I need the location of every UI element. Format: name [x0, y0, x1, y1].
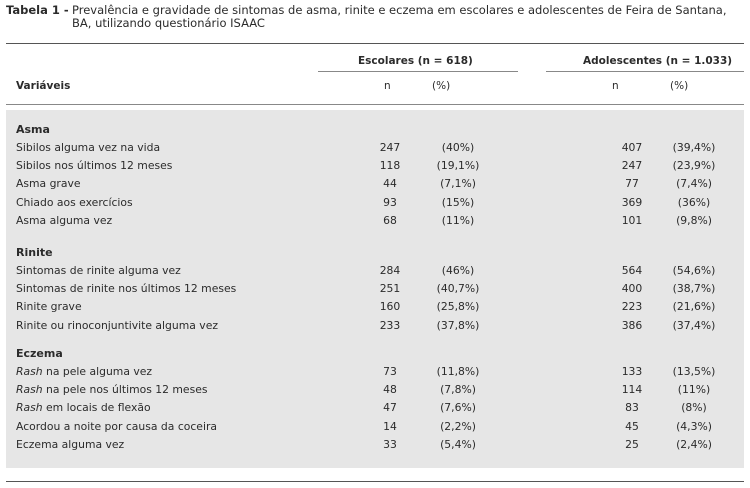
cell-pct-adolescentes: (23,9%)	[672, 159, 716, 173]
group2-rule	[546, 71, 744, 72]
table-row	[16, 264, 736, 282]
cell-pct-adolescentes: (7,4%)	[676, 177, 712, 191]
cell-pct-escolares: (2,2%)	[440, 419, 476, 433]
cell-n-escolares: 73	[383, 365, 397, 378]
table-row	[16, 141, 736, 159]
row-label	[16, 196, 133, 209]
row-label-text: Sintomas de rinite nos últimos 12 meses	[16, 282, 237, 296]
row-label-text: Chiado aos exercícios	[16, 195, 133, 209]
row-label	[16, 365, 152, 378]
top-rule	[6, 43, 744, 44]
row-label-italic: Rash	[16, 401, 43, 415]
row-label-text: Sintomas de rinite alguma vez	[16, 264, 181, 277]
row-label-text: na pele alguma vez	[42, 365, 153, 378]
cell-n-escolares: 233	[379, 318, 401, 332]
cell-pct-escolares: (40,7%)	[436, 282, 480, 296]
cell-pct-escolares: (19,1%)	[436, 159, 480, 173]
row-label	[16, 383, 207, 396]
cell-pct-adolescentes: (38,7%)	[672, 282, 716, 296]
cell-n-escolares: 33	[383, 437, 397, 451]
cell-n-adolescentes: 133	[621, 365, 643, 378]
cell-n-escolares: 93	[383, 195, 397, 209]
table-row	[16, 159, 736, 177]
cell-pct-adolescentes: (11%)	[677, 383, 711, 397]
cell-pct-adolescentes: (21,6%)	[672, 300, 716, 314]
row-label-text: Rinite ou rinoconjuntivite alguma vez	[16, 318, 218, 332]
cell-n-escolares: 251	[379, 282, 401, 296]
cell-n-adolescentes: 400	[621, 282, 643, 296]
table-row	[16, 196, 736, 214]
row-label-italic: Rash	[16, 365, 43, 378]
group1-header: Escolares (n = 618)	[358, 55, 473, 67]
cell-n-escolares: 48	[383, 383, 397, 397]
row-label	[16, 141, 160, 154]
table-row	[16, 319, 736, 337]
cell-n-escolares: 160	[379, 300, 401, 314]
cell-n-escolares: 284	[379, 264, 401, 277]
cell-n-escolares: 247	[379, 141, 401, 154]
section-title: Eczema	[16, 347, 63, 360]
cell-n-escolares: 68	[383, 213, 397, 227]
n-header-1: n	[384, 80, 391, 92]
variables-header: Variáveis	[16, 80, 71, 92]
pct-header-1: (%)	[432, 80, 451, 92]
cell-n-adolescentes: 407	[621, 141, 643, 154]
cell-n-adolescentes: 25	[625, 437, 639, 451]
table-row	[16, 438, 736, 456]
cell-pct-adolescentes: (2,4%)	[676, 437, 712, 451]
row-label	[16, 282, 236, 295]
caption-label: Tabela 1 -	[6, 3, 69, 17]
cell-pct-adolescentes: (8%)	[681, 401, 707, 415]
row-label	[16, 177, 81, 190]
cell-pct-adolescentes: (54,6%)	[672, 264, 716, 277]
table-row	[16, 282, 736, 300]
cell-n-adolescentes: 45	[625, 419, 639, 433]
cell-pct-adolescentes: (37,4%)	[672, 318, 716, 332]
cell-pct-escolares: (25,8%)	[436, 300, 480, 314]
cell-n-adolescentes: 564	[621, 264, 643, 277]
cell-pct-adolescentes: (9,8%)	[676, 213, 712, 227]
cell-n-escolares: 118	[379, 159, 401, 173]
cell-pct-escolares: (15%)	[441, 195, 475, 209]
cell-n-adolescentes: 247	[621, 159, 643, 173]
header-rule	[6, 104, 744, 105]
cell-n-adolescentes: 83	[625, 401, 639, 415]
cell-pct-escolares: (11,8%)	[436, 365, 480, 378]
row-label	[16, 438, 124, 451]
cell-n-escolares: 14	[383, 419, 397, 433]
cell-pct-escolares: (5,4%)	[440, 437, 476, 451]
row-label-text: Sibilos nos últimos 12 meses	[16, 159, 173, 173]
row-label-text: Asma alguma vez	[16, 213, 113, 227]
cell-n-adolescentes: 369	[621, 195, 643, 209]
row-label-text: na pele nos últimos 12 meses	[42, 383, 208, 397]
row-label	[16, 300, 82, 313]
cell-pct-escolares: (11%)	[441, 213, 475, 227]
row-label-text: Sibilos alguma vez na vida	[16, 141, 161, 154]
cell-pct-adolescentes: (36%)	[677, 195, 711, 209]
cell-n-adolescentes: 386	[621, 318, 643, 332]
cell-pct-adolescentes: (4,3%)	[676, 419, 712, 433]
table-row	[16, 214, 736, 232]
pct-header-2: (%)	[670, 80, 689, 92]
row-label-italic: Rash	[16, 383, 43, 397]
table-row	[16, 177, 736, 195]
row-label	[16, 319, 218, 332]
row-label-text: Rinite grave	[16, 300, 82, 314]
table-row	[16, 383, 736, 401]
row-label-text: em locais de flexão	[42, 401, 151, 415]
cell-pct-adolescentes: (13,5%)	[672, 365, 716, 378]
cell-pct-escolares: (46%)	[441, 264, 475, 277]
row-label	[16, 159, 172, 172]
table-row	[16, 300, 736, 318]
row-label	[16, 401, 151, 414]
row-label-text: Asma grave	[16, 177, 81, 191]
cell-pct-escolares: (7,6%)	[440, 401, 476, 415]
section-title: Asma	[16, 123, 50, 136]
section-title: Rinite	[16, 246, 53, 259]
cell-pct-escolares: (40%)	[441, 141, 475, 154]
cell-n-adolescentes: 101	[621, 213, 643, 227]
n-header-2: n	[612, 80, 619, 92]
cell-pct-escolares: (7,8%)	[440, 383, 476, 397]
cell-n-escolares: 47	[383, 401, 397, 415]
row-label-text: Eczema alguma vez	[16, 437, 125, 451]
table-row	[16, 365, 736, 383]
group1-rule	[318, 71, 518, 72]
row-label	[16, 420, 217, 433]
row-label	[16, 214, 112, 227]
cell-pct-adolescentes: (39,4%)	[672, 141, 716, 154]
table-row	[16, 401, 736, 419]
cell-pct-escolares: (7,1%)	[440, 177, 476, 191]
cell-n-escolares: 44	[383, 177, 397, 191]
row-label-text: Acordou a noite por causa da coceira	[16, 419, 218, 433]
table-row	[16, 420, 736, 438]
group2-header: Adolescentes (n = 1.033)	[583, 55, 733, 67]
bottom-rule	[6, 481, 744, 482]
row-label	[16, 264, 181, 277]
caption-text: Prevalência e gravidade de sintomas de asma, rinite e eczema em escolares e adolescentes de Feira de Santana, BA, utilizando questionário ISAAC	[72, 3, 727, 30]
cell-n-adolescentes: 114	[621, 383, 643, 397]
cell-n-adolescentes: 77	[625, 177, 639, 191]
cell-pct-escolares: (37,8%)	[436, 318, 480, 332]
cell-n-adolescentes: 223	[621, 300, 643, 314]
